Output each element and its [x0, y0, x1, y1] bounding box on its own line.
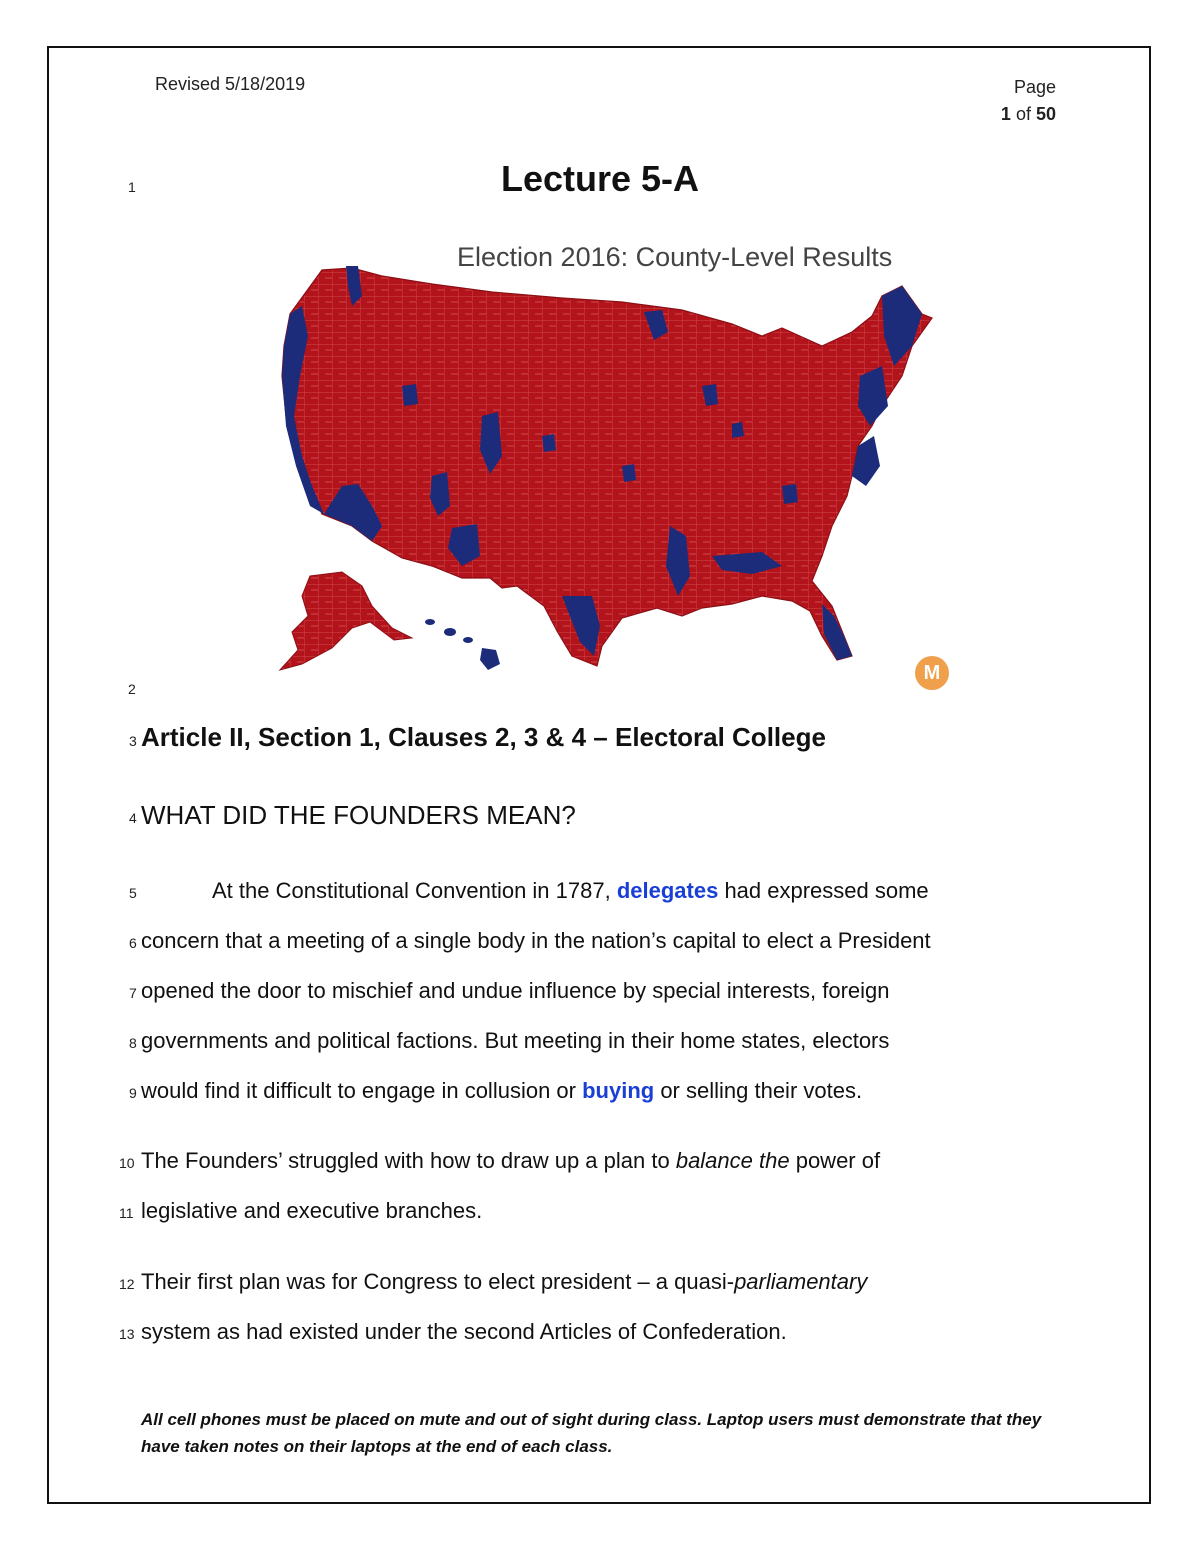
paragraph-line [141, 1148, 880, 1174]
section-question-heading: WHAT DID THE FOUNDERS MEAN? [141, 800, 576, 830]
hawaii-shape [425, 619, 500, 670]
media-logo-badge: M [915, 656, 949, 690]
text-run: Their first plan was for Congress to elect president – a quasi- [141, 1269, 735, 1294]
line-number: 5 [129, 885, 137, 901]
text-run: At the Constitutional Convention in 1787, [212, 878, 617, 903]
line-number: 11 [119, 1205, 134, 1221]
line-number: 7 [129, 985, 137, 1001]
line-number: 12 [119, 1276, 135, 1292]
paragraph-line [141, 1078, 862, 1104]
paragraph-line [212, 878, 929, 904]
text-run: The Founders’ struggled with how to draw up a plan to [141, 1148, 676, 1173]
text-run: or selling their votes. [654, 1078, 863, 1103]
election-map-figure [262, 236, 952, 686]
page-label: Page [1013, 77, 1056, 97]
text-run: would find it difficult to engage in collusion or [141, 1078, 583, 1103]
contiguous-us-shape [282, 268, 932, 666]
line-number: 6 [129, 935, 137, 951]
revised-date: Revised 5/18/2019 [155, 74, 306, 94]
article-heading: Article II, Section 1, Clauses 2, 3 & 4 – Electoral College [141, 722, 826, 752]
figure-title: Election 2016: County-Level Results [457, 242, 893, 272]
line-number: 10 [119, 1155, 135, 1171]
line-number: 1 [128, 179, 136, 195]
page-title: Lecture 5-A [500, 158, 700, 199]
paragraph-line: opened the door to mischief and undue influence by special interests, foreign [141, 978, 890, 1003]
page-of: of [1015, 104, 1031, 124]
page-total: 50 [1035, 104, 1056, 124]
line-number: 3 [129, 733, 137, 749]
line-number: 2 [128, 681, 136, 697]
page-number-line [1001, 101, 1056, 128]
alaska-shape [280, 572, 412, 670]
text-run: had expressed some [718, 878, 929, 903]
paragraph-line: legislative and executive branches. [141, 1198, 483, 1223]
footer-notice: All cell phones must be placed on mute and out of sight during class. Laptop users must demonstrate that they have taken notes on their laptops at the end of each class. [141, 1410, 1042, 1456]
paragraph-line: system as had existed under the second Articles of Confederation. [141, 1319, 787, 1344]
line-number: 8 [129, 1035, 137, 1051]
emphasis-text: parliamentary [734, 1269, 868, 1294]
line-number: 4 [129, 810, 137, 826]
paragraph-line: governments and political factions. But meeting in their home states, electors [141, 1028, 890, 1053]
line-number: 13 [119, 1326, 135, 1342]
page-indicator [1001, 74, 1056, 128]
buying-link[interactable]: buying [582, 1078, 655, 1103]
us-county-map [262, 236, 952, 686]
text-run: power of [789, 1148, 881, 1173]
delegates-link[interactable]: delegates [616, 878, 719, 903]
line-number: 9 [129, 1085, 137, 1101]
paragraph-line [141, 1269, 867, 1295]
page-current: 1 [1000, 104, 1011, 124]
paragraph-line: concern that a meeting of a single body in the nation’s capital to elect a President [141, 928, 931, 953]
emphasis-text: balance the [675, 1148, 790, 1173]
